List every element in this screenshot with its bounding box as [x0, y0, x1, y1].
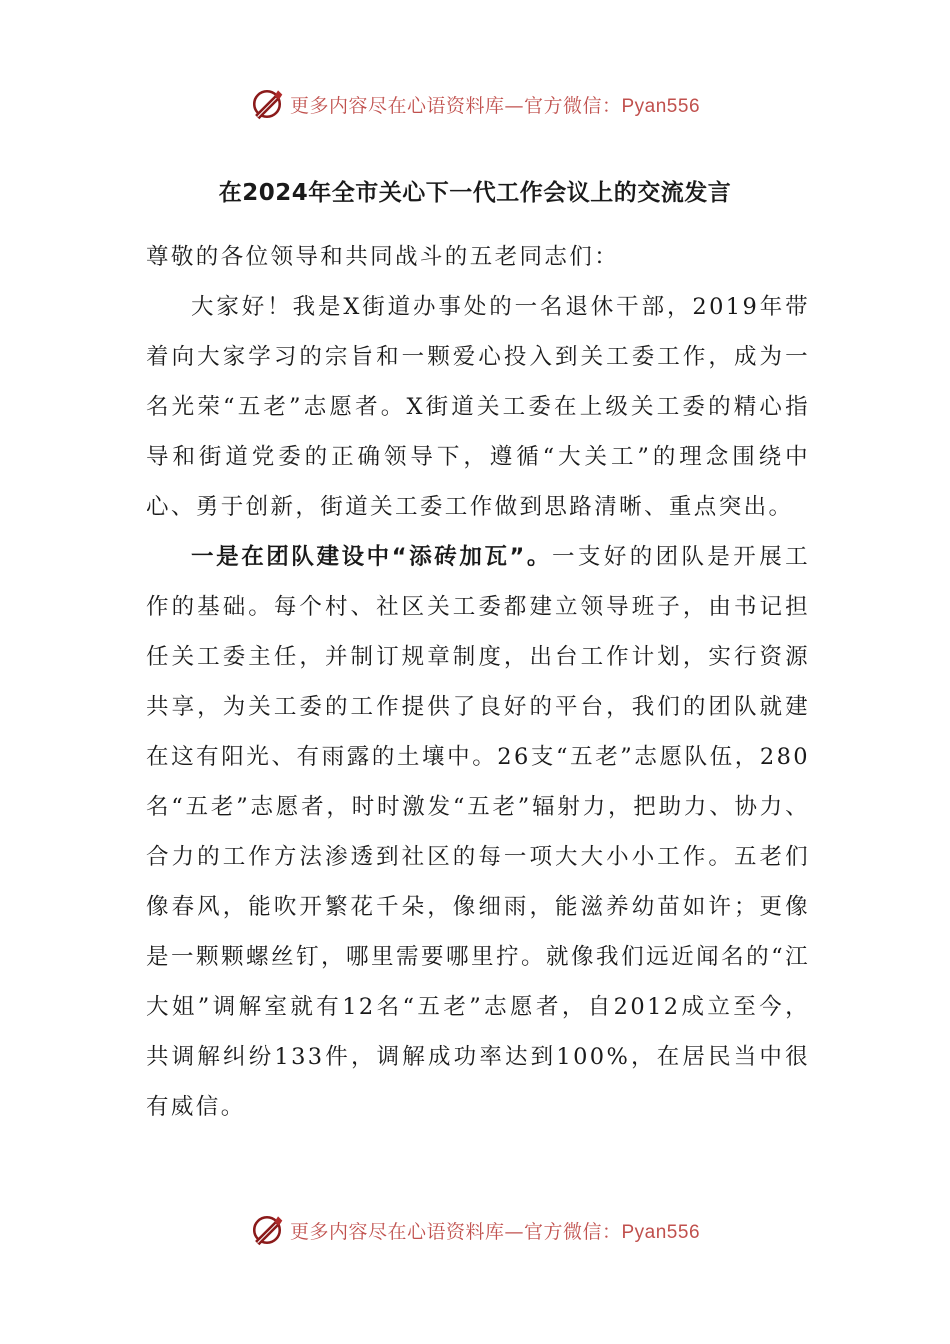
paragraph-team-building-body: 一支好的团队是开展工作的基础。每个村、社区关工委都建立领导班子，由书记担任关工委主任，并制订规章制度，出台工作计划，实行资源共享，为关工委的工作提供了良好的平台，我们的团队就建在这有阳光、有雨露的土壤中。26支“五老”志愿队伍，280名“五老”志愿者，时时激发“五老”辐射力，把助力、协力、合力的工作方法渗透到社区的每一项大大小小工作。五老们像春风，能吹开繁花千朵，像细雨，能滋养幼苗如许；更像是一颗颗螺丝钉，哪里需要哪里拧。就像我们远近闻名的“江大姐”调解室就有12名“五老”志愿者，自2012成立至今，共调解纠纷133件，调解成功率达到100%，在居民当中很有威信。 — [146, 544, 810, 1120]
footer-banner — [0, 1210, 950, 1250]
paragraph-lead-heading: 一是在团队建设中“添砖加瓦”。 — [191, 544, 553, 570]
paragraph-team-building — [146, 532, 810, 1132]
banner-wechat-handle: Pyan556 — [621, 1221, 701, 1243]
banner-slogan: 更多内容尽在心语资料库—官方微信： — [289, 94, 622, 117]
banner-wechat-handle: Pyan556 — [621, 95, 701, 117]
document-body — [146, 232, 810, 1132]
paragraph-intro: 大家好！我是X街道办事处的一名退休干部，2019年带着向大家学习的宗旨和一颗爱心投入到关工委工作，成为一名光荣“五老”志愿者。X街道关工委在上级关工委的精心指导和街道党委的正确领导下，遵循“大关工”的理念围绕中心、勇于创新，街道关工委工作做到思路清晰、重点突出。 — [146, 294, 810, 520]
banner-text — [290, 1217, 700, 1244]
pen-nib-logo-icon — [250, 87, 284, 121]
banner-text — [290, 91, 700, 118]
salutation: 尊敬的各位领导和共同战斗的五老同志们： — [146, 244, 620, 270]
pen-nib-logo-icon — [250, 1213, 284, 1247]
document-title: 在2024年全市关心下一代工作会议上的交流发言 — [218, 180, 732, 206]
header-banner — [0, 84, 950, 124]
banner-slogan: 更多内容尽在心语资料库—官方微信： — [289, 1220, 622, 1243]
